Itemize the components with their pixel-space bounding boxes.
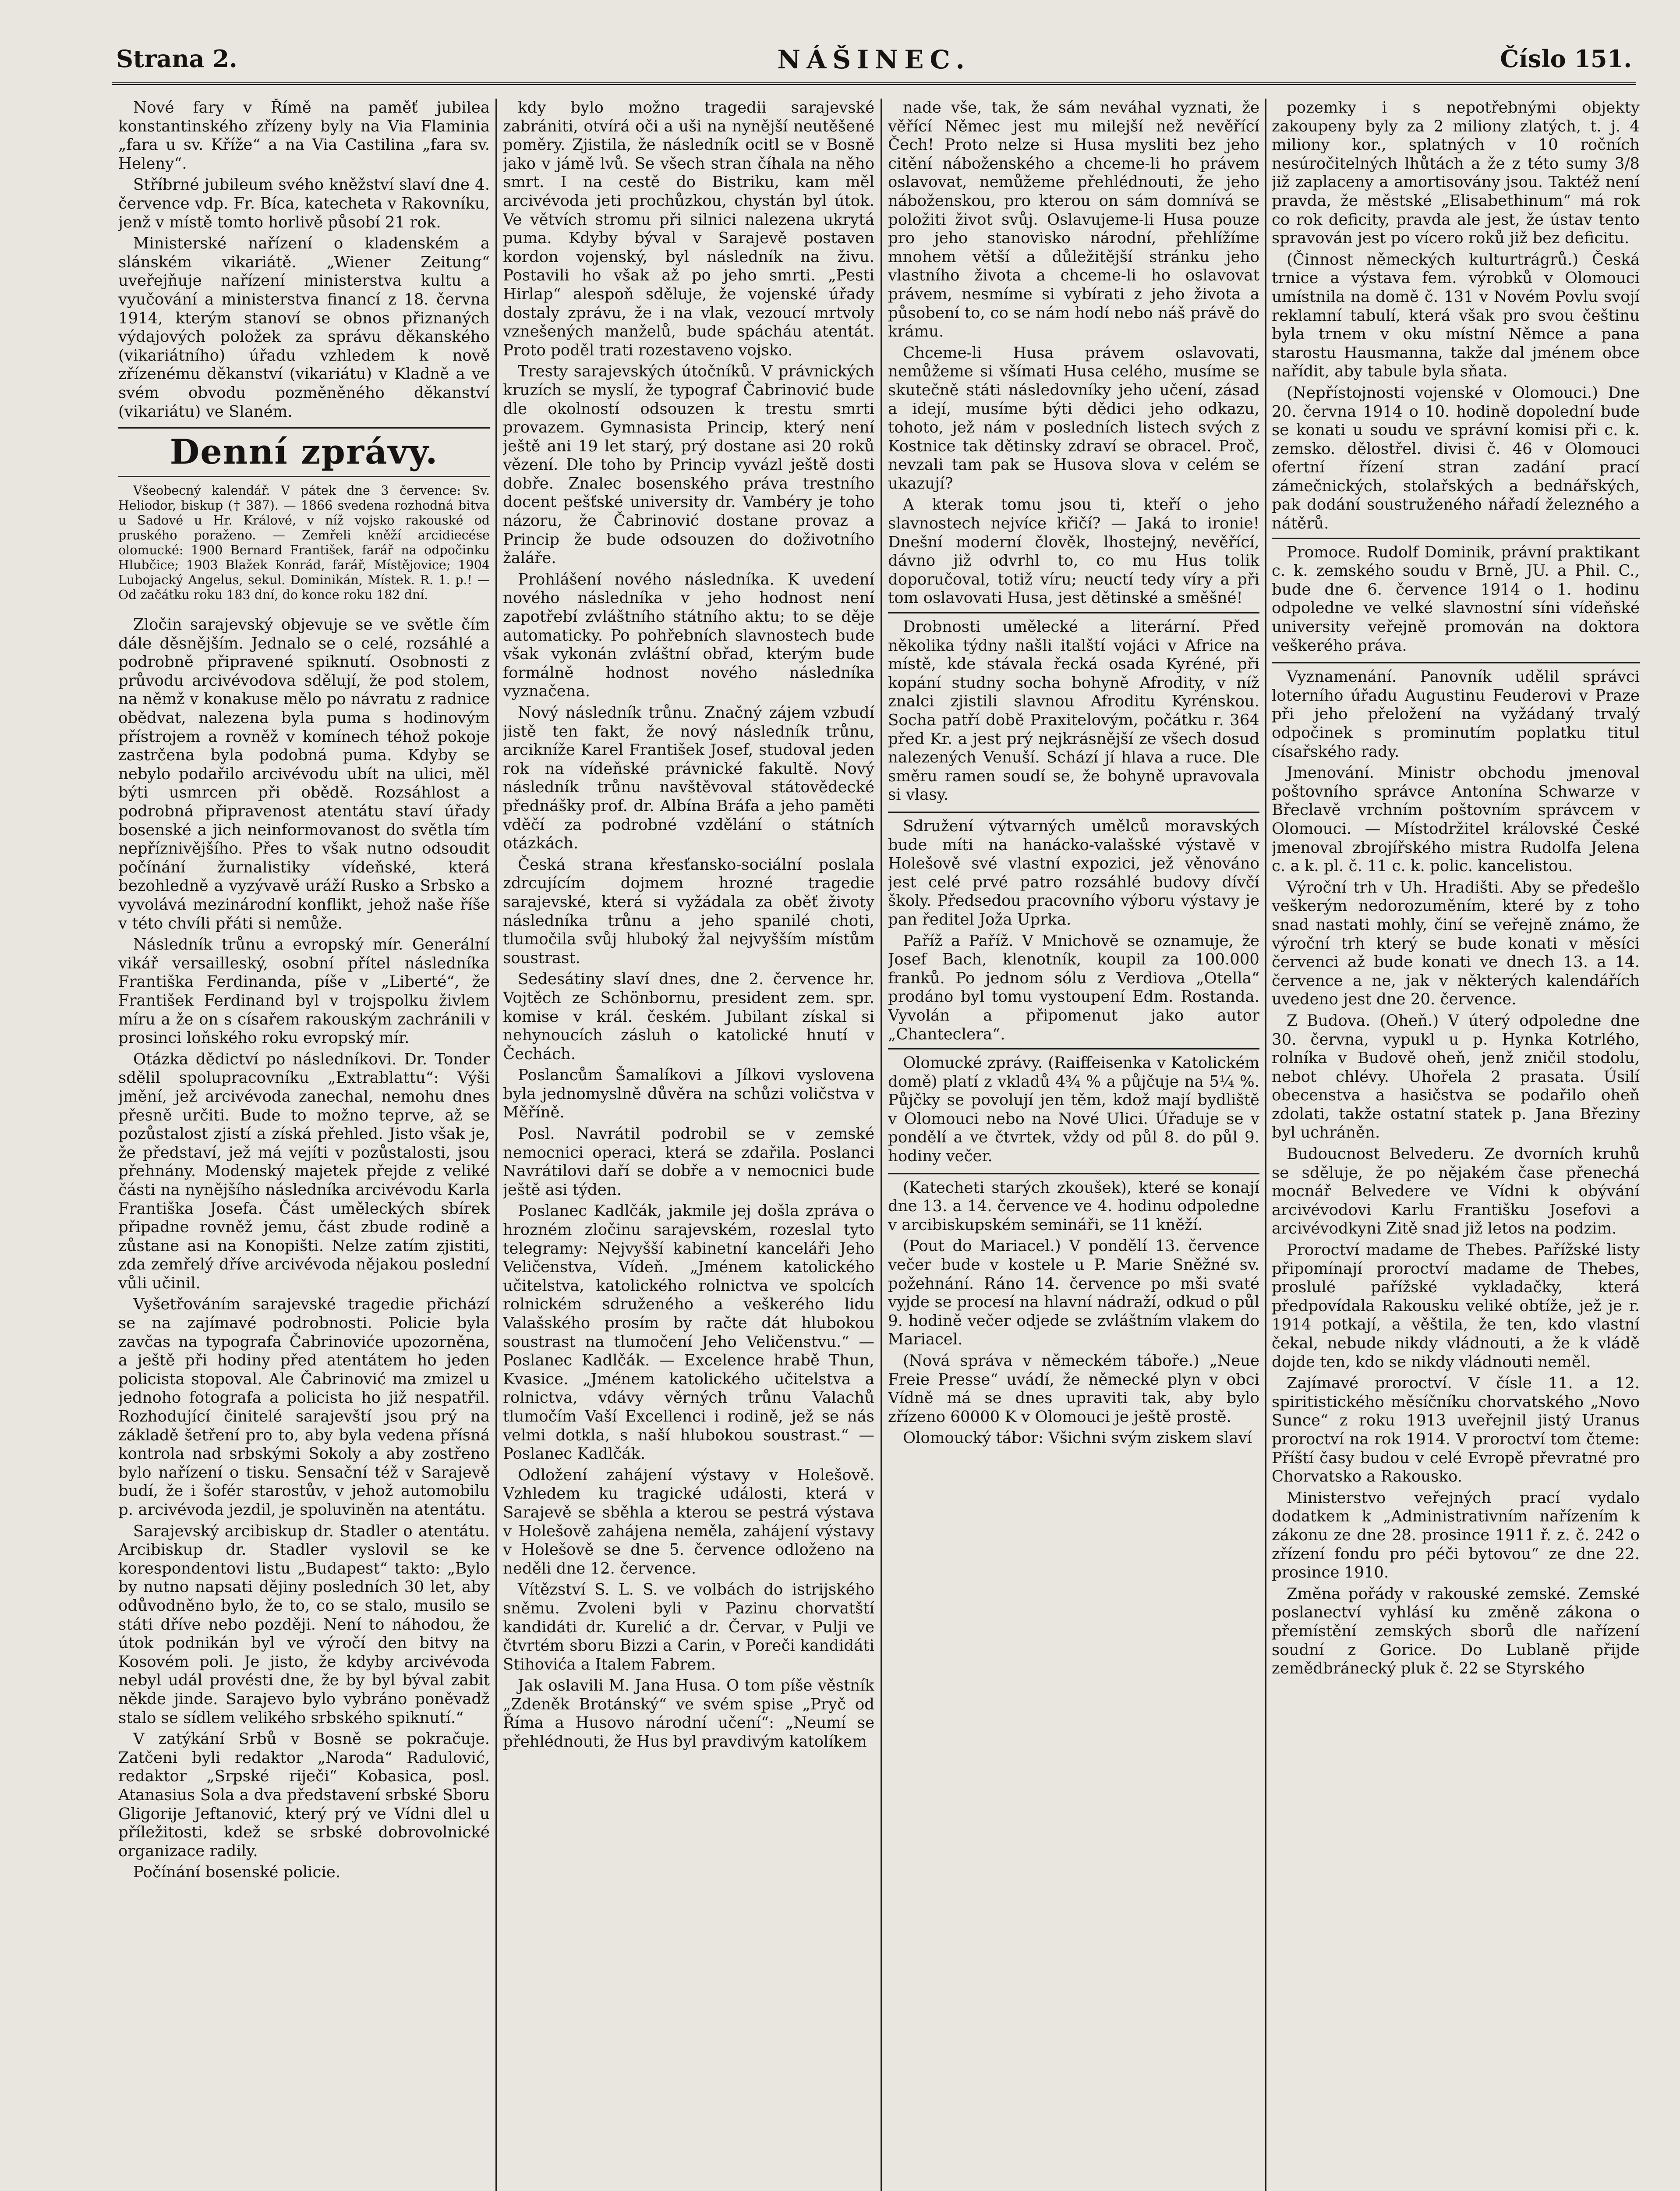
article-paragraph: (Katecheti starých zkoušek), které se konají dne 13. a 14. července ve 4. hodinu odpoledne v arcibiskupském semináři, se 11 kněží. <box>888 1178 1259 1234</box>
calendar-note: Všeobecný kalendář. V pátek dne 3 července: Sv. Heliodor, biskup († 387). — 1866 svedena rozhodná bitva u Sadové u Hr. Králové, v níž vojsko rakouské od pruského poraženo. — Zemřeli kněží arcidiecése olomucké: 1900 Bernard František, farář na odpočinku Hlubčice; 1903 Blažek Konrád, farář, Místějovice; 1904 Lubojacký Angelus, sekul. Dominikán, Místek. R. 1. p.! — Od začátku roku 183 dní, do konce roku 182 dní. <box>118 483 490 603</box>
column-1 <box>118 99 490 2191</box>
article-paragraph: Zločin sarajevský objevuje se ve světle čím dále děsnějším. Jednalo se o celé, rozsáhlé a podrobně připravené spiknutí. Osobnosti z průvodu arcivévodova sdělují, že pod stolem, na němž v konakuse mělo po návratu z radnice obědvat, nalezena byla puma s hodinovým přístrojem a rovněž v komínech téhož pokoje zastrčena byla podobná puma. Kdyby se nebylo podařilo arcivévodu ubít na ulici, měl býti usmrcen při obědě. Rozsáhlost a podrobná připravenost atentátu staví úřady bosenské a jich neinformovanost do světla tím nepříznivějšího. Přes to však nutno odsoudit počínání žurnalistiky vídeňské, která bezohledně a vyzývavě uráží Rusko a Srbsko a vyvolává mezinárodní konflikt, jehož naše říše v této chvíli přáti si nemůže. <box>118 616 490 932</box>
article-paragraph: Následník trůnu a evropský mír. Generální vikář versailleský, osobní přítel následníka Františka Ferdinanda, píše v „Liberté“, že František Ferdinand byl v trojspolku živlem míru a že on s císařem rakouským zachránili v prosinci loňského roku evropský mír. <box>118 936 490 1047</box>
article-paragraph: Stříbrné jubileum svého kněžství slaví dne 4. července vdp. Fr. Bíca, katecheta v Rakovníku, jenž v místě tomto horlivě působí 21 rok. <box>118 176 490 231</box>
article-paragraph: Prohlášení nového následníka. K uvedení nového následníka v jeho hodnost není zapotřebí zvláštního státního aktu; to se děje automaticky. Po pohřebních slavnostech bude však vykonán zvláštní obřad, kterým bude formálně hodnost nového následníka vyznačena. <box>503 570 874 701</box>
article-paragraph: Olomoucký tábor: Všichni svým ziskem slaví <box>903 1429 1252 1447</box>
boxed-article <box>888 612 1259 813</box>
article-paragraph: Jak oslavili M. Jana Husa. O tom píše věstník „Zdeněk Brotánský“ ve svém spise „Pryč od Říma a Husovo národní učení“: „Neumí se přehlédnouti, že Hus byl pravdivým katolíkem <box>503 1677 874 1751</box>
article-paragraph: pozemky i s nepotřebnými objekty zakoupeny byly za 2 miliony zlatých, t. j. 4 miliony kor., splatných v 10 ročních nesúročitelných lhůtách a že z této sumy 3/8 již zaplaceny a amortisovány jsou. Taktéž není pravda, že městské „Elisabethinum“ má rok co rok deficity, pravda ale jest, že ústav tento spravován jest po vícero roků již bez deficitu. <box>1272 99 1640 248</box>
article-paragraph: Česká strana křesťansko-sociální poslala zdrcujícím dojmem hrozné tragedie sarajevské, která si vyžádala za oběť životy následníka trůnu a jeho spanilé choti, tlumočila svůj hluboký žal nejvyšším místům soustrast. <box>503 855 874 967</box>
article-paragraph: (Nová správa v německém táboře.) „Neue Freie Presse“ uvádí, že německé plyn v obci Vídně má se dnes upraviti tak, aby bylo zřízeno 60000 K v Olomouci je ještě prostě. <box>888 1352 1259 1426</box>
article-paragraph: Změna pořády v rakouské zemské. Zemské poslanectví vyhlásí ku změně zákona o přemístění zemských sborů dle nařízení soudní z Gorice. Do Lublaně přijde zemědbránecký pluk č. 22 se Styrského <box>1272 1585 1640 1678</box>
article-paragraph: Sarajevský arcibiskup dr. Stadler o atentátu. Arcibiskup dr. Stadler vyslovil se ke korespondentovi listu „Budapest“ takto: „Bylo by nutno napsati dějiny posledních 30 let, aby odůvodněno bylo, že to, co se stalo, musilo se státi dříve nebo později. Není to náhodou, že útok podnikán byl ve výročí den bitvy na Kosovém poli. Je jisto, že kdyby arcivévoda nebyl udál provésti dne, že by byl býval zabit někde jinde. Sarajevo bylo vybráno poněvadž stalo se sídlem velikého srbského spiknutí.“ <box>118 1522 490 1727</box>
column-divider <box>495 99 497 2191</box>
article-paragraph: Drobnosti umělecké a literární. Před několika týdny našli italští vojáci v Africe na místě, kde stávala řecká osada Kyréné, při kopání studny socha bohyně Afrodity, v níž znalci zjistili slavnou Afroditu Kyrénskou. Socha patří době Praxitelovým, počátku r. 364 před Kr. a jest prý nejkrásnější ze všech dosud nalezených Venuší. Schází jí hlava a ruce. Dle směru ramen soudí se, že bohyně upravovala si vlasy. <box>888 618 1259 804</box>
article-paragraph: Promoce. Rudolf Dominik, právní praktikant c. k. zemského soudu v Brně, JU. a Phil. C., bude dne 6. července 1914 o 1. hodinu odpoledne ve velké slavnostní síni vídeňské university veřejně promován na doktora veškerého práva. <box>1272 543 1640 655</box>
article-paragraph: Jmenování. Ministr obchodu jmenoval poštovního správce Antonína Schwarze v Břeclavě vrchním poštovním správcem v Olomouci. — Místodržitel královské České jmenoval zbrojířského mistra Rudolfa Jelena c. a k. pl. č. 11 c. k. polic. kancelistou. <box>1272 764 1640 876</box>
column-divider <box>881 99 882 2191</box>
article-paragraph: Poslancům Šamalíkovi a Jílkovi vyslovena byla jednomyslně důvěra na schůzi voličstva v Měříně. <box>503 1066 874 1122</box>
page-header <box>112 34 1636 85</box>
article-paragraph: (Činnost německých kulturtrágrů.) Česká trnice a výstava fem. výrobků v Olomouci umístnila na domě č. 131 v Novém Povlu svojí reklamní tabulí, která však pro svou češtinu byla trnem v oku místní Němce a pana starostu Hausmanna, takže dal jménem obce nařídit, aby tabule byla sňata. <box>1272 250 1640 381</box>
article-paragraph: Ministerstvo veřejných prací vydalo dodatkem k „Administrativním nařízením k zákonu ze dne 28. prosince 1911 ř. z. č. 242 o zřízení fondu pro péči bytovou“ ze dne 22. prosince 1910. <box>1272 1489 1640 1582</box>
article-paragraph: Z Budova. (Oheň.) V úterý odpoledne dne 30. června, vypukl u p. Hynka Kotrlého, rolníka v Budově oheň, jenž zničil stodolu, nebot chlévy. Uhořela 2 prasata. Úsilí obecenstva a hasičstva se podařilo oheň zdolati, takže ostatní statek p. Jana Březiny byl uchráněn. <box>1272 1011 1640 1142</box>
article-paragraph: Poslanec Kadlčák, jakmile jej došla zpráva o hrozném zločinu sarajevském, rozeslal tyto telegramy: Nejvyšší kabinetní kanceláři Jeho Veličenstva, Vídeň. „Jménem katolického učitelstva, katolického rolnictva ve spolcích rolnickém sdruženého a veškerého lidu Valašského prosím by račte dát hlubokou soustrast na tlumočení Jeho Veličenstvu.“ — Poslanec Kadlčák. — Excelence hrabě Thun, Kvasice. „Jménem katolického učitelstva a rolnictva, vdávy věrných trůnu Valachů tlumočím Vaší Excellenci i rodině, jež se nás velmi dotkla, s naší hlubokou soustrast.“ — Poslanec Kadlčák. <box>503 1202 874 1463</box>
article-paragraph: Sedesátiny slaví dnes, dne 2. července hr. Vojtěch ze Schönbornu, president zem. spr. komise v král. českém. Jubilant získal si nehynoucích zásluh o katolické hnutí v Čechách. <box>503 970 874 1063</box>
article-paragraph: Výroční trh v Uh. Hradišti. Aby se předešlo veškerým nedorozuměním, které by z toho snad nastati mohly, činí se veřejně známo, že výroční trh který se bude konati v měsíci červenci až bude konati ve dnech 13. a 14. července a ne, jak v některých kalendářích uvedeno jest dne 20. července. <box>1272 878 1640 1009</box>
page-number: Strana 2. <box>116 45 237 73</box>
article-paragraph: Sdružení výtvarných umělců moravských bude míti na hanácko-valašské výstavě v Holešově své vlastní expozici, jež věnováno jest celé prvé patro rozsáhlé budovy dívčí školy. Předsedou pracovního výboru výstavy je pan ředitel Joža Uprka. <box>888 817 1259 929</box>
article-paragraph: Vyznamenání. Panovník udělil správci loterního úřadu Augustinu Feuderovi v Praze při jeho přeložení na vyžádaný trvalý odpočinek s prominutím poplatku titul císařského rady. <box>1272 668 1640 761</box>
article-paragraph: Paříž a Paříž. V Mnichově se oznamuje, že Josef Bach, klenotník, koupil za 100.000 franků. Po jednom sólu z Verdiova „Otella“ prodáno byl tomu vystoupení Edm. Rostanda. Vyvolán a připomenut jako autor „Chanteclera“. <box>888 932 1259 1043</box>
article-paragraph: Otázka dědictví po následníkovi. Dr. Tonder sdělil spolupracovníku „Extrablattu“: Výši jmění, jež arcivévoda zanechal, nemohu dnes přesně určiti. Bude to možno teprve, až se pozůstalost zjistí a získá přehled. Jisto však je, že představí, jež má vejíti v pozůstalosti, jsou přehnány. Modenský majetek přejde z veliké části na nynějšího následníka arcivévodu Karla Františka Josefa. Část uměleckých sbírek připadne rovněž jemu, část zbude rodině a zůstane asi na Konopišti. Nelze zatím zjistiti, zda zemřelý dříve arcivévoda nějakou poslední vůli učinil. <box>118 1050 490 1292</box>
article-paragraph: kdy bylo možno tragedii sarajevské zabrániti, otvírá oči a uši na nynější neutěšené poměry. Zjistila, že následník ocitl se v Bosně jako v jámě lvů. Se všech stran číhala na něho smrt. I na cestě do Bistriku, kam měl arcivévoda jeti prochůzkou, chystán byl útok. Ve větvích stromu při silnici nalezena ukrytá puma. Kdyby býval v Sarajevě postaven kordon vojenský, byl následník na živu. Postavili ho však až po jeho smrti. „Pesti Hirlap“ alespoň sděluje, že vojenské úřady dostaly zprávu, že i na vlak, vezoucí mrtvoly vznešených manželů, bude spácháu atentát. Proto poděl trati rozestaveno vojsko. <box>503 99 874 359</box>
article-paragraph: nade vše, tak, že sám neváhal vyznati, že věřící Němec jest mu milejší než nevěřící Čech! Proto nelze si Husa mysliti bez jeho citění náboženského a chceme-li ho právem oslavovat, nemůžeme přehlédnouti, že jeho náboženskou, pro kterou on sám domnívá se položiti život svůj. Oslavujeme-li Husa pouze pro jeho stanovisko národní, přehlížíme mnohem větší a důležitější stránku jeho vlastního života a chceme-li ho oslavovat právem, nesmíme si vybírati z jeho života a působení to, co se nám hodí nebo náš právě do krámu. <box>888 99 1259 341</box>
article-paragraph: Počínání bosenské policie. <box>133 1863 341 1882</box>
article-paragraph: A kterak tomu jsou ti, kteří o jeho slavnostech nejvíce křičí? — Jaká to ironie! Dnešní moderní člověk, lhostejný, nevěřící, dávno již odvrhl to, co mu Hus tolik doporučoval, totiž víru; neuctí tedy víry a při tom oslavovati Husa, jest dětinské a směšné! <box>888 496 1259 607</box>
boxed-article <box>888 1048 1259 1174</box>
article-paragraph: Vítězství S. L. S. ve volbách do istrijského sněmu. Zvoleni byli v Pazinu chorvatští kandidáti dr. Kurelić a dr. Červar, v Pulji ve čtvrtém sboru Bizzi a Carin, v Poreči kandidáti Stihovića a Italem Fabrem. <box>503 1581 874 1673</box>
column-3 <box>888 99 1259 2191</box>
article-paragraph: Chceme-li Husa právem oslavovati, nemůžeme si všímati Husa celého, musíme se skutečně státi následovníky jeho učení, zásad a idejí, musíme býti dědici jeho odkazu, tohoto, jež nám v posledních listech svých z Kostnice tak dětinsky zdraví se obracel. Proč, nevzali tam pak se Husova slova v celém se ukazují? <box>888 344 1259 493</box>
article-paragraph: V zatýkání Srbů v Bosně se pokračuje. Zatčeni byli redaktor „Naroda“ Radulović, redaktor „Srpské riječi“ Kobasica, posl. Atanasius Sola a dva představení srbské Sboru Gligorije Jeftanović, který prý ve Vídni dlel u příležitosti, kdež se srbské dobrovolnické organizace radily. <box>118 1730 490 1860</box>
section-title: Denní zprávy. <box>118 427 490 477</box>
article-paragraph: Tresty sarajevských útočníků. V právnických kruzích se myslí, že typograf Čabrinović bude dle okolností odsouzen k trestu smrti provazem. Gymnasista Princip, který není ještě ani 19 let starý, prý dostane asi 20 roků vězení. Dle toho by Princip vyvázl ještě dosti dobře. Znalec bosenského práva trestního docent pešťské university dr. Vambéry je toho názoru, že Čabrinović dostane provaz a Princip že bude odsouzen do doživotního žaláře. <box>503 362 874 567</box>
article-paragraph: Vyšetřováním sarajevské tragedie přichází se na zajímavé podrobnosti. Policie byla zavčas na typografa Čabrinoviće upozorněna, a ještě při hodiny před atentátem ho jeden policista stopoval. Ale Čabrinović ma zmizel u jednoho fotografa a policista ho již nespatřil. Rozhodující činitelé sarajevští jsou prý na základě šetření pro to, aby byla vedena přísná kontrola nad srbskými Sokoly a aby zostřeno bylo nařízení o tisku. Sensační též v Sarajevě budí, že i šofér starostův, v jehož automobilu p. arcivévoda jezdil, je spoluviněn na atentátu. <box>118 1295 490 1519</box>
article-paragraph: Ministerské nařízení o kladenském a slánském vikariátě. „Wiener Zeitung“ uveřejňuje nařízení ministerstva kultu a vyučování a ministerstva financí z 18. června 1914, kterým stanoví se obnos přiznaných výdajových položek za správu děkanského (vikariátního) úřadu vzhledem k nově zřízenému děkanství (vikariátu) v Kladně a ve svém obvodu pozměněného děkanství (vikariátu) ve Slaném. <box>118 234 490 421</box>
article-paragraph: Posl. Navrátil podrobil se v zemské nemocnici operaci, která se zdařila. Poslanci Navrátilovi daří se dobře a v nemocnici bude ještě asi týden. <box>503 1125 874 1199</box>
article-paragraph: Nové fary v Římě na paměť jubilea konstantinského zřízeny byly na Via Flaminia „fara u sv. Kříže“ a na Via Castilina „fara sv. Heleny“. <box>118 99 490 173</box>
article-paragraph: Olomucké zprávy. (Raiffeisenka v Katolickém domě) platí z vkladů 4¾ % a půjčuje na 5¼ %. Půjčky se povolují jen těm, kdož mají bydliště v Olomouci nebo na Nové Ulici. Úřaduje se v pondělí a ve čtvrtek, vždy od půl 8. do půl 9. hodiny večer. <box>888 1054 1259 1166</box>
article-paragraph: Zajímavé proroctví. V čísle 11. a 12. spiritistického měsíčníku chorvatského „Novo Sunce“ z roku 1913 uveřejnil jistý Uranus proroctví na rok 1914. V proroctví tom čteme: Příští časy budou v celé Evropě převratné pro Chorvatsko a Rakousko. <box>1272 1374 1640 1486</box>
column-2 <box>503 99 874 2191</box>
article-paragraph: Nový následník trůnu. Značný zájem vzbudí jistě ten fakt, že nový následník trůnu, arcikníže Karel František Josef, studoval jeden rok na vídeňské právnické fakultě. Nový následník trůnu navštěvoval státovědecké přednášky prof. dr. Albína Bráfa a jeho paměti vděčí za podrobné vzdělání o státních otázkách. <box>503 704 874 853</box>
article-paragraph: (Nepřístojnosti vojenské v Olomouci.) Dne 20. června 1914 o 10. hodině dopolední bude se konati u soudu ve správní komisi při c. k. zemsko. dělostřel. divisi č. 46 v Olomouci ofertní řízení stran zadání prací zámečnických, stolařských a bednářských, pak dodání soustruženého nářadí železného a nátěrů. <box>1272 383 1640 533</box>
article-paragraph: (Pout do Mariacel.) V pondělí 13. července večer bude v kostele u P. Marie Sněžné sv. požehnání. Ráno 14. července po mši svaté vyjde se procesí na hlavní nádraží, odkud o půl 9. hodině večer odjede se zvláštním vlakem do Mariacel. <box>888 1237 1259 1349</box>
column-4 <box>1272 99 1640 2191</box>
article-paragraph: Proroctví madame de Thebes. Pařížské listy připomínají proroctví madame de Thebes, proslulé pařížské vykladačky, která předpovídala Rakousku veliké obtíže, jež je r. 1914 potkají, a věštila, že ten, kdo vlastní čekal, nebude nikdy vládnouti, a že k vládě dojde ten, kdo se nikdy vládnouti neměl. <box>1272 1241 1640 1371</box>
masthead-title: NÁŠINEC. <box>777 45 971 74</box>
column-divider <box>1265 99 1266 2191</box>
boxed-article <box>1272 538 1640 664</box>
issue-number: Číslo 151. <box>1500 45 1632 73</box>
article-paragraph: Odložení zahájení výstavy v Holešově. Vzhledem ku tragické události, která v Sarajevě se sběhla a kterou se pestrá výstava v Holešově zahájena neměla, zahájení výstavy v Holešově se dne 5. července odloženo na neděli dne 12. července. <box>503 1466 874 1578</box>
article-paragraph: Budoucnost Belvederu. Ze dvorních kruhů se sděluje, že po nějakém čase přenechá mocnář Belvedere ve Vídni k obývání arcivévodovi Karlu Františku Josefovi a arcivévodkyni Zitě snad již letos na podzim. <box>1272 1145 1640 1238</box>
